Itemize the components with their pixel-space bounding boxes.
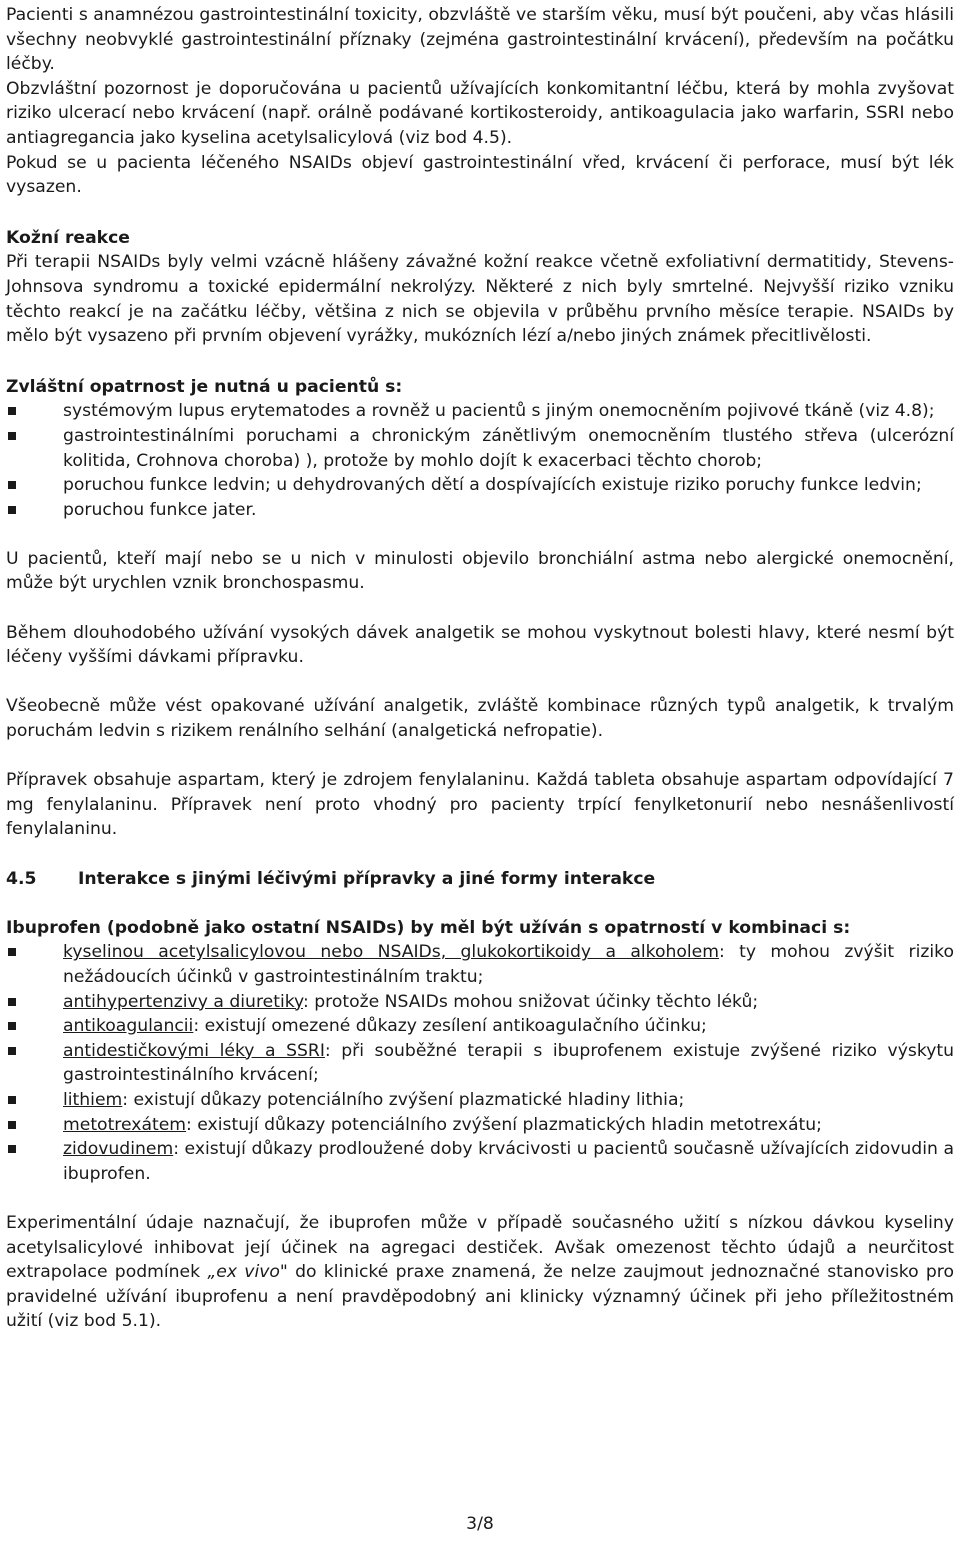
square-bullet-icon: [8, 948, 16, 956]
paragraph-aspartam: Přípravek obsahuje aspartam, který je zdrojem fenylalaninu. Každá tableta obsahuje aspartam odpovídající 7 mg fenylalaninu. Přípravek není proto vhodný pro pacienty trpící fenylketonurií nebo nesnášenlivostí fenylalaninu.: [6, 770, 954, 840]
paragraph-nephropathy: Všeobecně může vést opakované užívání analgetik, zvláště kombinace různých typů analgetik, k trvalým poruchám ledvin s rizikem renálního selhání (analgetická nefropatie).: [6, 696, 954, 742]
ex-vivo-term: „ex vivo": [207, 1262, 288, 1283]
list-item: antihypertenzivy a diuretiky: protože NSAIDs mohou snižovat účinky těchto léků;: [6, 990, 954, 1015]
square-bullet-icon: [8, 1022, 16, 1030]
interaction-term: zidovudinem: [63, 1139, 174, 1160]
list-item: poruchou funkce ledvin; u dehydrovaných dětí a dospívajících existuje riziko poruchy funkce ledvin;: [6, 473, 954, 498]
square-bullet-icon: [8, 1145, 16, 1153]
interaction-term: metotrexátem: [63, 1114, 187, 1135]
square-bullet-icon: [8, 506, 16, 514]
square-bullet-icon: [8, 407, 16, 415]
list-item: gastrointestinálními poruchami a chronickým zánětlivým onemocněním tlustého střeva (ulcerózní kolitida, Crohnova choroba) ), protože by mohlo dojít k exacerbaci těchto chorob;: [6, 424, 954, 473]
interaction-term: kyselinou acetylsalicylovou nebo NSAIDs, glukokortikoidy a alkoholem: [63, 942, 720, 963]
square-bullet-icon: [8, 1096, 16, 1104]
paragraph-asthma: U pacientů, kteří mají nebo se u nich v minulosti objevilo bronchiální astma nebo alergické onemocnění, může být urychlen vznik bronchospasmu.: [6, 548, 954, 594]
list-item: systémovým lupus erytematodes a rovněž u pacientů s jiným onemocněním pojivové tkáně (viz 4.8);: [6, 399, 954, 424]
list-item: lithiem: existují důkazy potenciálního zvýšení plazmatické hladiny lithia;: [6, 1088, 954, 1113]
list-item: kyselinou acetylsalicylovou nebo NSAIDs, glukokortikoidy a alkoholem: ty mohou zvýšit riziko nežádoucích účinků v gastrointestinálním traktu;: [6, 940, 954, 989]
special-caution-heading: Zvláštní opatrnost je nutná u pacientů s:: [6, 376, 403, 397]
interaction-term: antihypertenzivy a diuretiky: [63, 991, 303, 1012]
paragraph-headache: Během dlouhodobého užívání vysokých dávek analgetik se mohou vyskytnout bolesti hlavy, které nesmí být léčeny vyššími dávkami přípravku.: [6, 622, 954, 668]
paragraph-caution-concomitant: Obzvláštní pozornost je doporučována u pacientů užívajících konkomitantní léčbu, která by mohla zvyšovat riziko ulcerací nebo krvácení (např. orálně podávané kortikosteroidy, antikoagulacia jako warfarin, SSRI nebo antiagregancia jako kyselina acetylsalicylová (viz bod 4.5).: [6, 78, 954, 148]
interaction-term: lithiem: [63, 1089, 123, 1110]
document-page: [6, 3, 954, 1334]
section-title: Interakce s jinými léčivými přípravky a jiné formy interakce: [78, 868, 656, 889]
list-item: zidovudinem: existují důkazy prodloužené doby krvácivosti u pacientů současně užívajících zidovudin a ibuprofen.: [6, 1137, 954, 1186]
list-item: metotrexátem: existují důkazy potenciálního zvýšení plazmatických hladin metotrexátu;: [6, 1113, 954, 1138]
paragraph-gi-withdraw: Pokud se u pacienta léčeného NSAIDs objeví gastrointestinální vřed, krvácení či perforace, musí být lék vysazen.: [6, 152, 954, 198]
interaction-list: [6, 940, 954, 1186]
skin-reactions-heading: Kožní reakce: [6, 227, 130, 248]
paragraph-experimental-data: Experimentální údaje naznačují, že ibuprofen může v případě současného užití s nízkou dávkou kyseliny acetylsalicylové inhibovat její účinek na agregaci destiček. Avšak omezenost těchto údajů a neurčitost extrapolace podmínek „ex vivo" do klinické praxe znamená, že nelze zaujmout jednoznačné stanovisko pro pravidelné užívání ibuprofenu a není pravděpodobný ani klinicky významný účinek při jeho příležitostném užití (viz bod 5.1).: [6, 1212, 954, 1332]
page-number: 3/8: [466, 1514, 494, 1534]
square-bullet-icon: [8, 481, 16, 489]
square-bullet-icon: [8, 1047, 16, 1055]
interaction-term: antikoagulancii: [63, 1016, 194, 1037]
section-number: 4.5: [6, 868, 37, 889]
skin-reactions-text: Při terapii NSAIDs byly velmi vzácně hlášeny závažné kožní reakce včetně exfoliativní dermatitidy, Stevens-Johnsova syndromu a toxické epidermální nekrolýzy. Některé z nich byly smrtelné. Nejvyšší riziko vzniku těchto reakcí je na začátku léčby, většina z nich se objevila v průběhu prvního měsíce terapie. NSAIDs by mělo být vysazeno při prvním objevení vyrážky, mukózních lézí a/nebo jiných známek přecitlivělosti.: [6, 252, 954, 347]
list-item: antidestičkovými léky a SSRI: při souběžné terapii s ibuprofenem existuje zvýšené riziko výskytu gastrointestinálního krvácení;: [6, 1039, 954, 1088]
square-bullet-icon: [8, 998, 16, 1006]
paragraph-gi-patients: Pacienti s anamnézou gastrointestinální toxicity, obzvláště ve starším věku, musí být poučeni, aby včas hlásili všechny neobvyklé gastrointestinální příznaky (zejména gastrointestinální krvácení), především na počátku léčby.: [6, 5, 954, 75]
list-item: antikoagulancii: existují omezené důkazy zesílení antikoagulačního účinku;: [6, 1014, 954, 1039]
section-heading: [6, 867, 954, 892]
square-bullet-icon: [8, 1121, 16, 1129]
special-caution-list: [6, 399, 954, 522]
interaction-heading: Ibuprofen (podobně jako ostatní NSAIDs) by měl být užíván s opatrností v kombinaci s:: [6, 917, 851, 938]
square-bullet-icon: [8, 432, 16, 440]
list-item: poruchou funkce jater.: [6, 498, 954, 523]
interaction-term: antidestičkovými léky a SSRI: [63, 1040, 325, 1061]
